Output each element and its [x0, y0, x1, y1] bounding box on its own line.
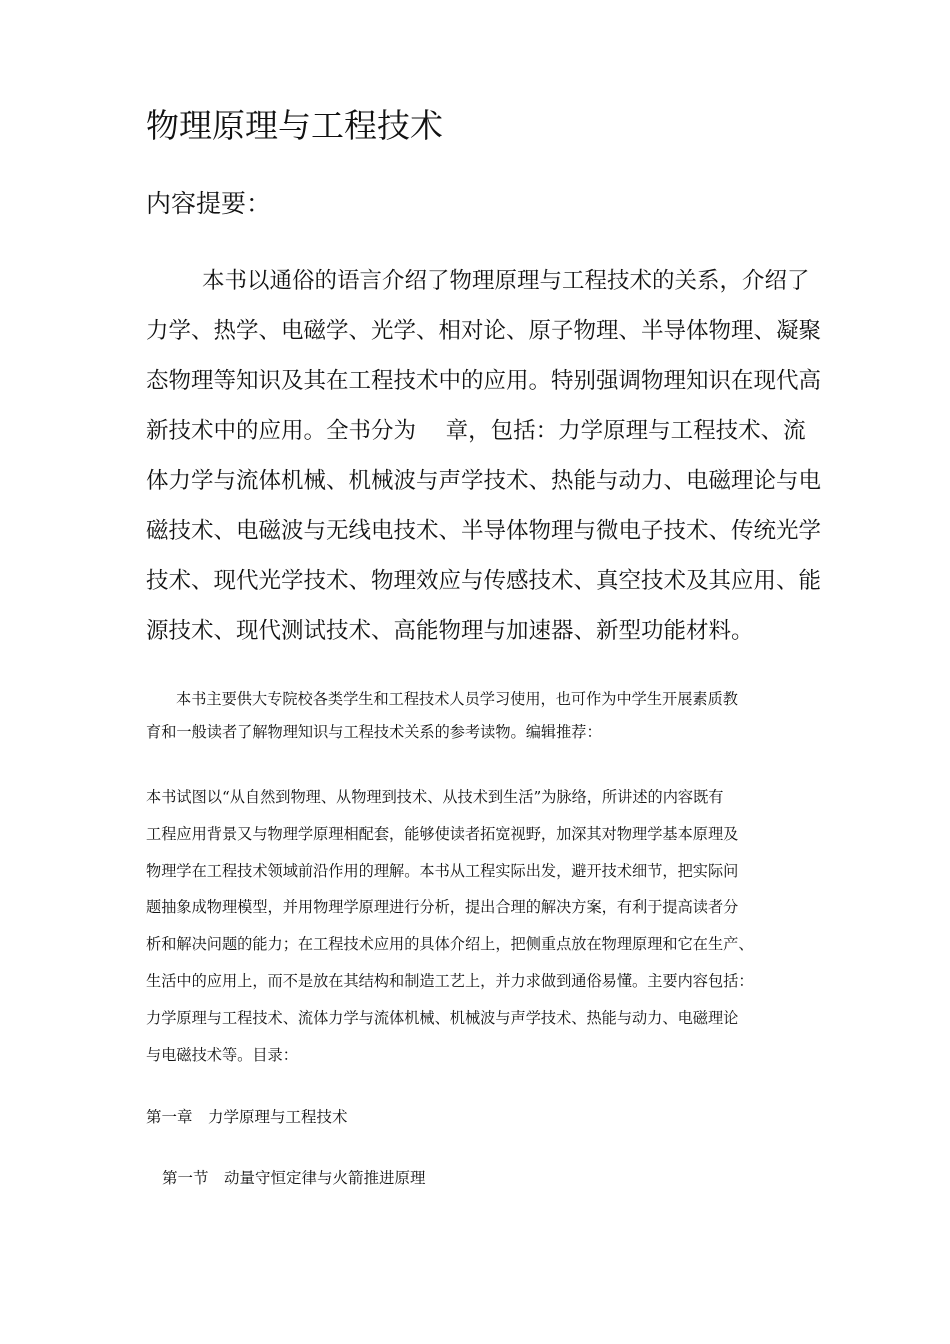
paragraph-line: 力学、热学、电磁学、光学、相对论、原子物理、半导体物理、凝聚: [146, 318, 822, 344]
paragraph-line: 本书以通俗的语言介绍了物理原理与工程技术的关系，介绍了: [202, 268, 810, 294]
paragraph-line: 工程应用背景又与物理学原理相配套，能够使读者拓宽视野，加深其对物理学基本原理及: [146, 824, 739, 843]
paragraph-line: 育和一般读者了解物理知识与工程技术关系的参考读物。编辑推荐：: [146, 723, 602, 741]
paragraph-line: 本书试图以“从自然到物理、从物理到技术、从技术到生活”为脉络，所讲述的内容既有: [146, 788, 724, 806]
section-heading: 第一节 动量守恒定律与火箭推进原理: [162, 1169, 426, 1187]
summary-heading: 内容提要：: [146, 189, 272, 218]
chapter-heading: 第一章 力学原理与工程技术: [146, 1108, 348, 1126]
paragraph-line: 力学原理与工程技术、流体力学与流体机械、机械波与声学技术、热能与动力、电磁理论: [146, 1008, 739, 1027]
paragraph-line: 本书主要供大专院校各类学生和工程技术人员学习使用，也可作为中学生开展素质教: [176, 690, 738, 708]
paragraph-line: 技术、现代光学技术、物理效应与传感技术、真空技术及其应用、能: [146, 568, 822, 594]
paragraph-line: 析和解决问题的能力；在工程技术应用的具体介绍上，把侧重点放在物理原理和它在生产、: [146, 935, 754, 954]
paragraph-line: 体力学与流体机械、机械波与声学技术、热能与动力、电磁理论与电: [146, 468, 822, 494]
paragraph-line: 源技术、现代测试技术、高能物理与加速器、新型功能材料。: [146, 618, 754, 644]
paragraph-line: 题抽象成物理模型，并用物理学原理进行分析，提出合理的解决方案，有利于提高读者分: [146, 898, 739, 917]
paragraph-line: 与电磁技术等。目录：: [146, 1045, 298, 1064]
audience-paragraph: [146, 683, 810, 749]
paragraph-line: 生活中的应用上，而不是放在其结构和制造工艺上，并力求做到通俗易懂。主要内容包括：: [146, 971, 754, 990]
recommendation-paragraph: [146, 779, 810, 1073]
paragraph-line: 物理学在工程技术领域前沿作用的理解。本书从工程实际出发，避开技术细节，把实际问: [146, 861, 739, 880]
paragraph-line: 态物理等知识及其在工程技术中的应用。特别强调物理知识在现代高: [146, 368, 822, 394]
summary-paragraph: [146, 256, 822, 656]
document-title: 物理原理与工程技术: [146, 106, 443, 145]
paragraph-line: 新技术中的应用。全书分为 章，包括：力学原理与工程技术、流: [146, 418, 806, 444]
paragraph-line: 磁技术、电磁波与无线电技术、半导体物理与微电子技术、传统光学: [146, 518, 822, 544]
